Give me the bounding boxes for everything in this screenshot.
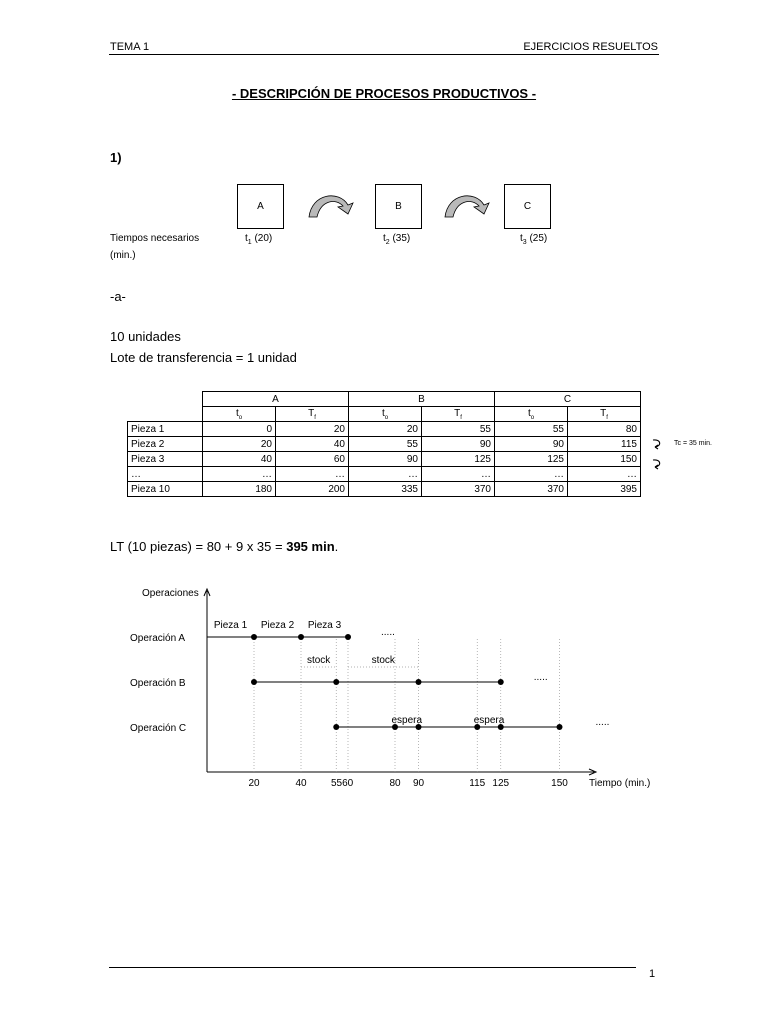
- section-label: -a-: [110, 289, 126, 304]
- continuation-dots: .....: [533, 672, 548, 683]
- time-t1: $t_1$ (20): [245, 233, 273, 246]
- row-label: Pieza 2: [128, 437, 203, 452]
- x-tick-label: 115: [469, 778, 486, 789]
- table-cell: …: [203, 467, 276, 482]
- table-cell: 200: [276, 482, 349, 497]
- cycle-time-note: Tc = 35 min.: [674, 440, 712, 447]
- operation-point: [333, 724, 339, 730]
- operation-point: [498, 679, 504, 685]
- table-cell: 150: [568, 452, 641, 467]
- operation-point: [345, 634, 351, 640]
- subheader-cell: $T_f$: [422, 407, 495, 422]
- table-cell: 20: [276, 422, 349, 437]
- table-cell: 0: [203, 422, 276, 437]
- espera-label: espera: [473, 715, 505, 726]
- lead-time-line: LT (10 piezas) = 80 + 9 x 35 = 395 min.: [110, 539, 339, 554]
- operation-point: [298, 634, 304, 640]
- station-c-box: [504, 184, 551, 229]
- subheader-cell: $T_f$: [568, 407, 641, 422]
- subheader-cell: $t_o$: [203, 407, 276, 422]
- times-table: [127, 391, 641, 497]
- table-cell: …: [495, 467, 568, 482]
- table-cell: 55: [422, 422, 495, 437]
- x-tick-label: 20: [248, 778, 260, 789]
- x-tick-label: 125: [492, 778, 510, 789]
- x-tick-label: 5560: [331, 778, 354, 789]
- y-axis-label: Operaciones: [142, 588, 199, 599]
- time-t3: $t_3$ (25): [520, 233, 548, 246]
- header-rule: [109, 54, 659, 55]
- header-right: EJERCICIOS RESUELTOS: [523, 41, 658, 53]
- table-group-header-row: [128, 392, 641, 407]
- table-cell: …: [568, 467, 641, 482]
- subheader-cell: $t_o$: [349, 407, 422, 422]
- operation-point: [416, 679, 422, 685]
- table-row: [128, 482, 641, 497]
- station-c-label: C: [523, 201, 532, 212]
- table-cell: 55: [349, 437, 422, 452]
- subheader-cell: $t_o$: [495, 407, 568, 422]
- times-unit-label: (min.): [110, 250, 136, 261]
- continuation-dots: .....: [381, 627, 395, 638]
- table-row: [128, 452, 641, 467]
- table-cell: 90: [422, 437, 495, 452]
- batch-line: Lote de transferencia = 1 unidad: [110, 350, 297, 365]
- table-cell: 335: [349, 482, 422, 497]
- table-cell: …: [422, 467, 495, 482]
- operation-point: [251, 679, 257, 685]
- group-header-b: B: [349, 392, 495, 407]
- operation-label: Operación B: [130, 678, 186, 689]
- espera-label: espera: [391, 715, 423, 726]
- table-cell: 55: [495, 422, 568, 437]
- table-row: [128, 437, 641, 452]
- group-header-c: C: [495, 392, 641, 407]
- group-header-a: A: [203, 392, 349, 407]
- page-number: 1: [649, 968, 656, 980]
- table-cell: 115: [568, 437, 641, 452]
- operation-label: Operación A: [130, 633, 186, 644]
- x-axis-label: Tiempo (min.): [589, 778, 651, 789]
- station-b-box: [375, 184, 422, 229]
- curved-arrow-icon: [306, 190, 356, 220]
- x-tick-label: 90: [412, 778, 425, 789]
- table-cell: …: [349, 467, 422, 482]
- table-cell: 40: [203, 452, 276, 467]
- header-left: TEMA 1: [110, 41, 150, 53]
- operation-point: [251, 634, 257, 640]
- row-label: Pieza 1: [128, 422, 203, 437]
- gantt-chart: [100, 575, 680, 805]
- x-tick-label: 40: [295, 778, 307, 789]
- table-cell: 90: [349, 452, 422, 467]
- table-cell: 370: [495, 482, 568, 497]
- table-cell: 125: [422, 452, 495, 467]
- time-t2: $t_2$ (35): [383, 233, 411, 246]
- table-cell: 80: [568, 422, 641, 437]
- curved-arrow-icon: [442, 190, 492, 220]
- piece-label: Pieza 2: [260, 620, 295, 631]
- stock-label: stock: [306, 655, 331, 666]
- station-a-box: [237, 184, 284, 229]
- table-subheader-row: [128, 407, 641, 422]
- piece-label: Pieza 1: [213, 620, 248, 631]
- cycle-arrows-icon: [651, 436, 667, 472]
- table-row: [128, 422, 641, 437]
- table-cell: 60: [276, 452, 349, 467]
- subheader-cell: $T_f$: [276, 407, 349, 422]
- row-label: Pieza 10: [128, 482, 203, 497]
- table-cell: 20: [349, 422, 422, 437]
- footer-rule: [109, 967, 636, 968]
- table-cell: 40: [276, 437, 349, 452]
- operation-label: Operación C: [130, 723, 187, 734]
- table-cell: 180: [203, 482, 276, 497]
- station-b-label: B: [395, 201, 402, 212]
- page-title: - DESCRIPCIÓN DE PROCESOS PRODUCTIVOS -: [231, 86, 537, 101]
- row-label: Pieza 3: [128, 452, 203, 467]
- table-cell: 20: [203, 437, 276, 452]
- units-line: 10 unidades: [110, 329, 181, 344]
- x-tick-label: 150: [551, 778, 568, 789]
- piece-label: Pieza 3: [307, 620, 342, 631]
- table-cell: …: [276, 467, 349, 482]
- continuation-dots: .....: [595, 717, 610, 728]
- row-label: …: [128, 467, 203, 482]
- operation-point: [557, 724, 563, 730]
- table-cell: 370: [422, 482, 495, 497]
- times-label: Tiempos necesarios: [110, 233, 200, 244]
- stock-label: stock: [371, 655, 395, 666]
- table-cell: 90: [495, 437, 568, 452]
- exercise-number: 1): [110, 150, 122, 165]
- operation-point: [333, 679, 339, 685]
- x-tick-label: 80: [389, 778, 401, 789]
- table-cell: 125: [495, 452, 568, 467]
- table-row: [128, 467, 641, 482]
- table-cell: 395: [568, 482, 641, 497]
- station-a-label: A: [257, 201, 264, 212]
